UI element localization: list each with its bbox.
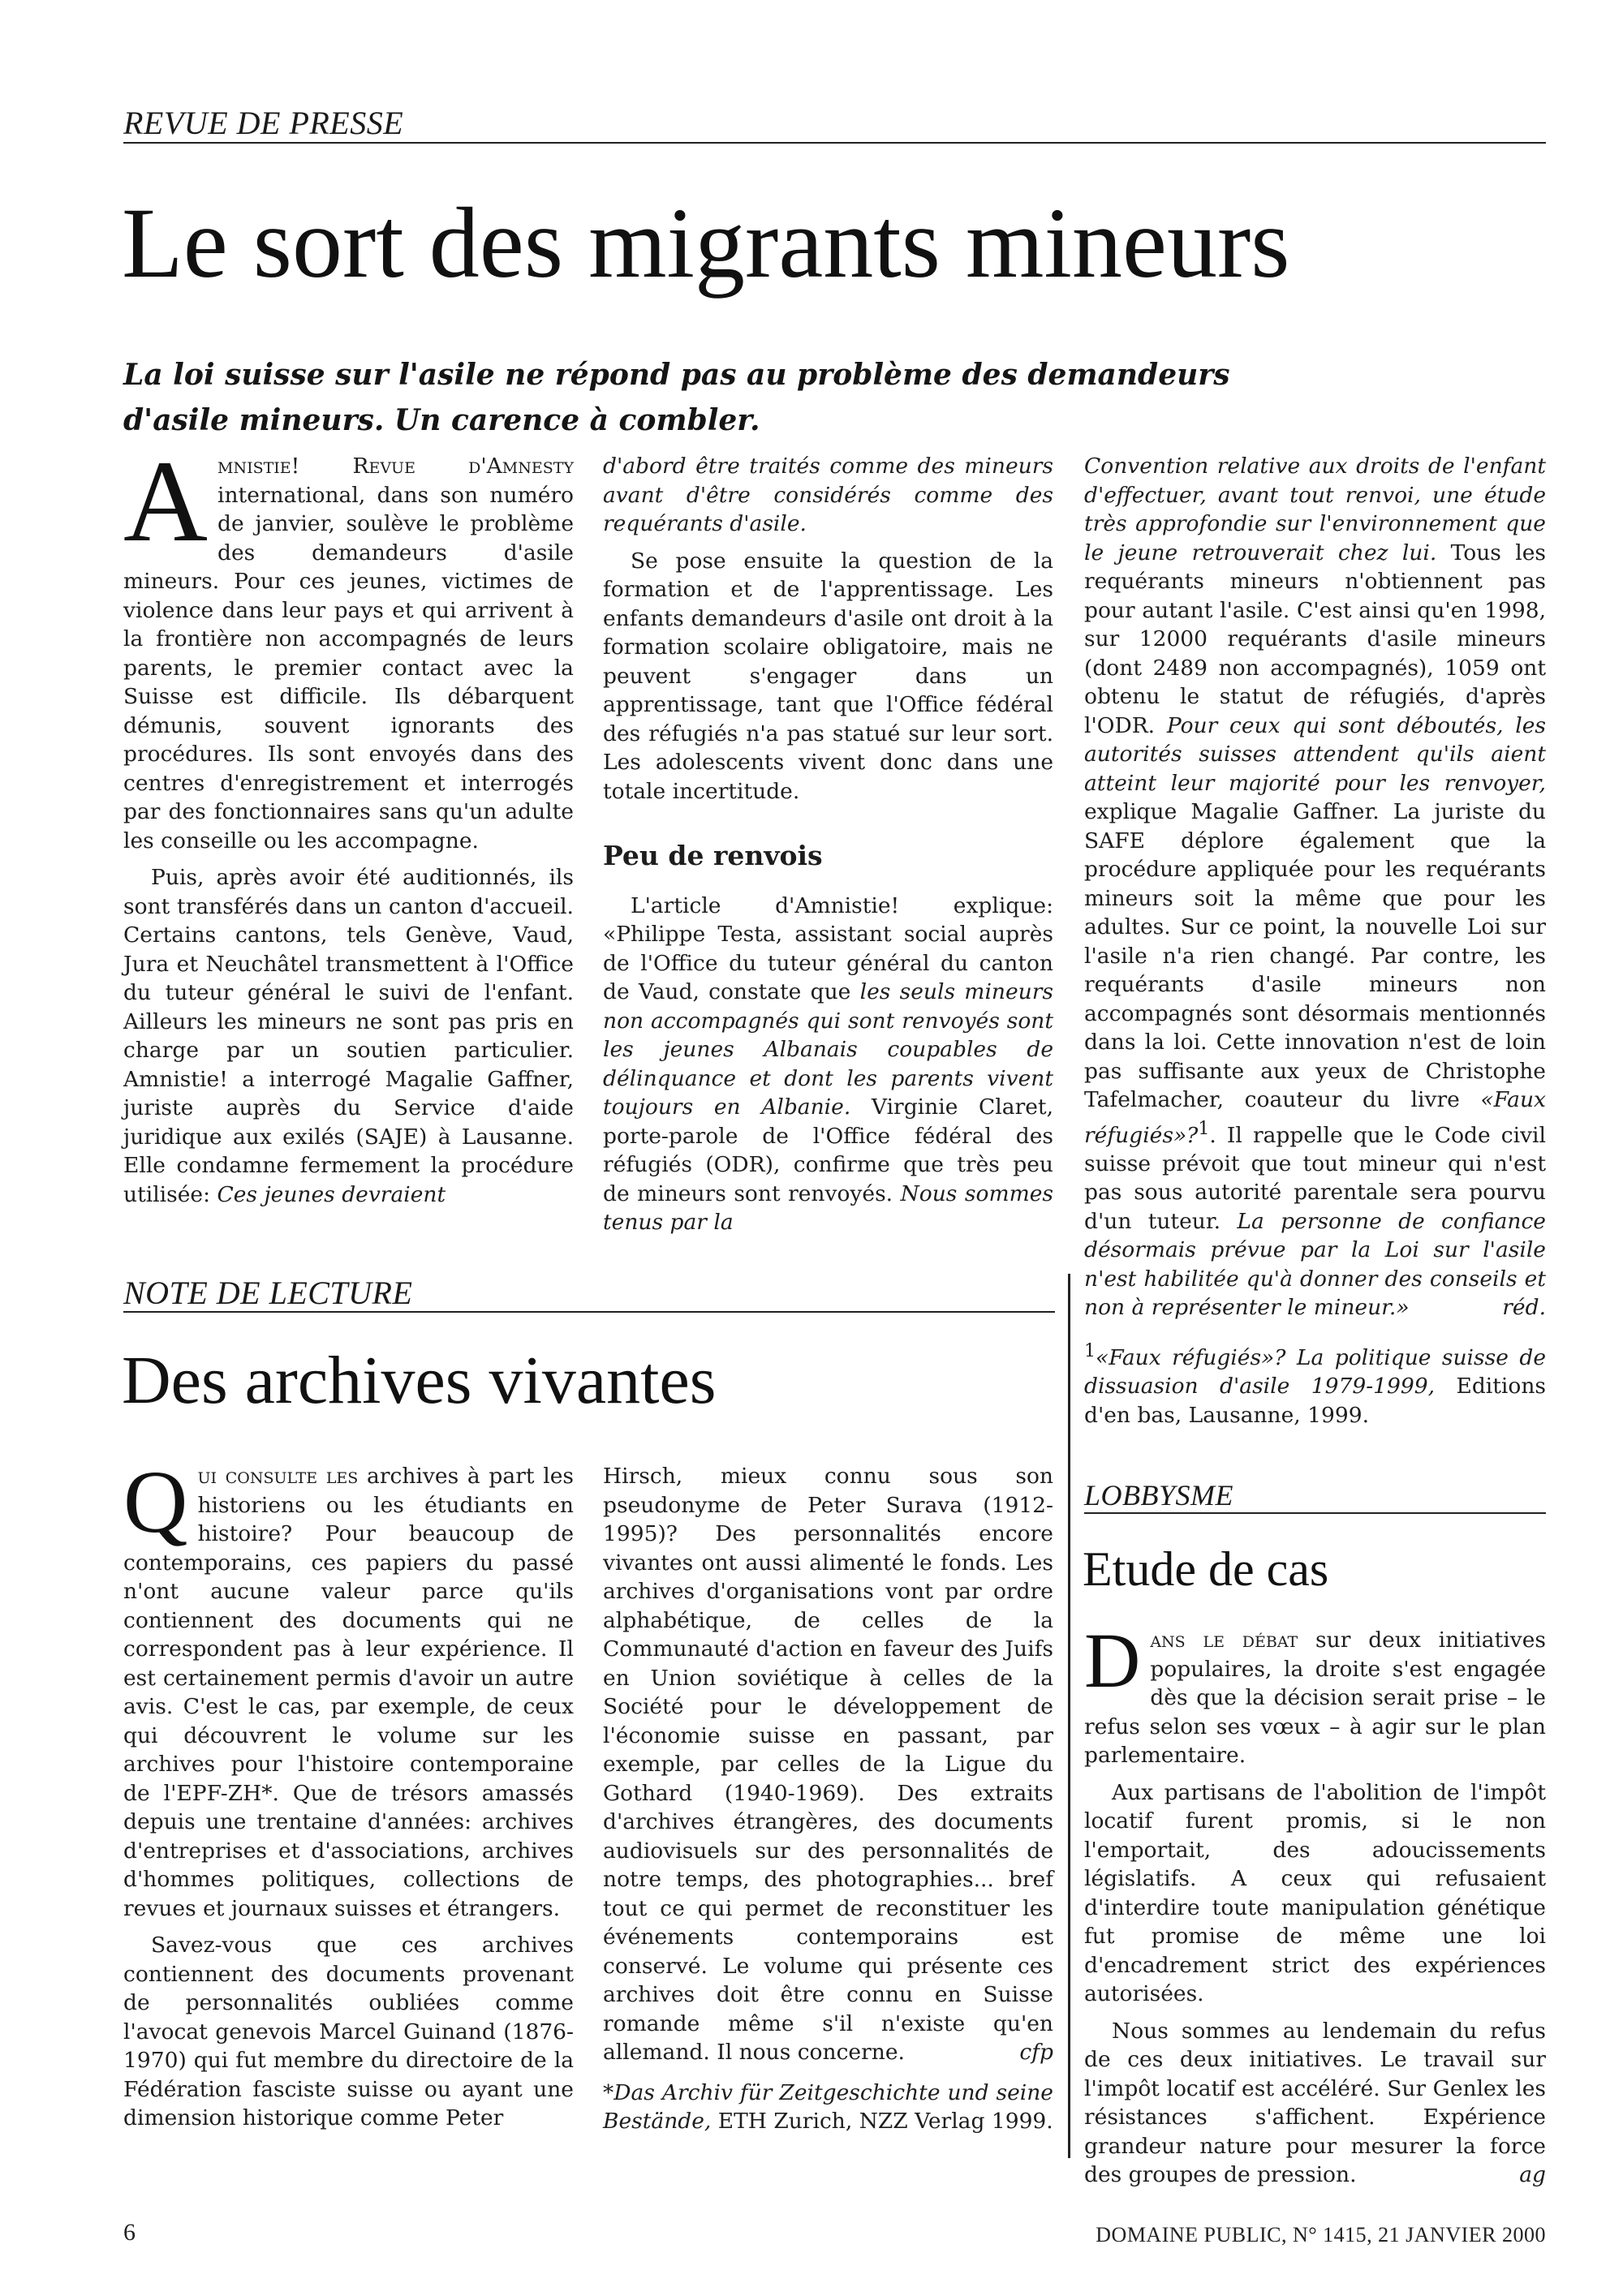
book-title: «Faux réfugiés»? bbox=[1084, 1087, 1546, 1148]
paragraph-text: L'article d'Amnistie! explique: «Philippe Testa, assistant social auprès de l'Office du tuteur général du canton de Vaud, constate que bbox=[603, 892, 1053, 1004]
publication-info: DOMAINE PUBLIC, N° 1415, 21 JANVIER 2000 bbox=[1096, 2223, 1546, 2247]
paragraph-text: explique Magalie Gaffner. La juriste du SAFE déplore également que la procédure appliquée pour les requérants mineurs soit la même que pour les adultes. Sur ce point, la nouvelle Loi sur l'asile n'a rien changé. Par contre, les requérants d'asile mineurs non accompagnés sont désormais mentionnés dans la loi. Cette innovation n'est de loin pas suffisante aux yeux de Christophe Tafelmacher, coauteur du livre bbox=[1084, 799, 1546, 1112]
quote-italic: les seuls mineurs non accompagnés qui sont renvoyés sont les jeunes Albanais coupables de délinquance et dont les parents vivent toujours en Albanie. bbox=[603, 979, 1053, 1120]
article1-column-3 bbox=[1084, 452, 1546, 1438]
page-number: 6 bbox=[123, 2219, 136, 2246]
footnote-ref: 1 bbox=[1198, 1118, 1210, 1139]
section-rule bbox=[123, 142, 1546, 144]
quote-italic: Pour ceux qui sont déboutés, les autorités suisses attendent qu'ils aient atteint leur majorité pour les renvoyer, bbox=[1084, 712, 1546, 796]
paragraph-text: Savez-vous que ces archives contiennent des documents provenant de personnalités oubliées comme l'avocat genevois Marcel Guinand (1876-1970) qui fut membre du directoire de la Fédération fasciste suisse ou ayant une dimension historique comme Peter bbox=[123, 1933, 574, 2130]
paragraph-text: Tous les requérants mineurs n'obtiennent pas pour autant l'asile. C'est ainsi qu'en 1998, sur 12000 requérants d'asile mineurs (dont 2489 non accompagnés), 1059 ont obtenu le statut de réfugiés, d'après l'ODR. bbox=[1084, 540, 1547, 738]
article2-column-2 bbox=[603, 1462, 1053, 2144]
section-label-note-de-lecture: NOTE DE LECTURE bbox=[123, 1275, 413, 1311]
signature: réd. bbox=[1502, 1295, 1546, 1321]
quote-italic: d'abord être traités comme des mineurs avant d'être considérés comme des requérants d'asile. bbox=[603, 454, 1053, 536]
section-label-revue-de-presse: REVUE DE PRESSE bbox=[123, 105, 404, 141]
article-title: Le sort des migrants mineurs bbox=[122, 187, 1290, 299]
footnote-text: ETH Zurich, NZZ Verlag 1999. bbox=[711, 2109, 1053, 2134]
paragraph-text: Virginie Claret, porte-parole de l'Office fédéral des réfugiés (ODR), confirme que très peu de mineurs sont renvoyés. bbox=[603, 1094, 1053, 1206]
quote-italic: Convention relative aux droits de l'enfant d'effectuer, avant tout renvoi, une étude très approfondie sur l'environnement que le jeune retrouverait chez lui. bbox=[1084, 454, 1546, 565]
paragraph-text: Hirsch, mieux connu sous son pseudonyme de Peter Surava (1912-1995)? Des personnalités encore vivantes ont aussi alimenté le fonds. Les archives d'organisations vont par ordre alphabétique, de celles de la Communauté d'action en faveur des Juifs en Union soviétique à celles de la Société pour le développement de l'économie suisse en passant, par exemple, par celles de la Ligue du Gothard (1940-1969). Des extraits d'archives étrangères, des documents audiovisuels sur des personnalités de notre temps, des photographies... bref tout ce qui permet de reconstituer les événements contemporains est conservé. Le volume qui présente ces archives doit être connu en Suisse romande même s'il n'existe qu'en allemand. Il nous concerne. bbox=[603, 1464, 1053, 2065]
footnote-text: Editions d'en bas, Lausanne, 1999. bbox=[1084, 1374, 1546, 1428]
paragraph-text: international, dans son numéro de janvier, soulève le problème des demandeurs d'asile mineurs. Pour ces jeunes, victimes de violence dans leur pays et qui arrivent à la frontière non accompagnés de leurs parents, le premier contact avec la Suisse est difficile. Ils débarquent démunis, souvent ignorants des procédures. Ils sont envoyés dans des centres d'enregistrement et interrogés par des fonctionnaires sans qu'un adulte les conseille ou les accompagne. bbox=[123, 482, 574, 853]
paragraph-text: Se pose ensuite la question de la formation et de l'apprentissage. Les enfants demandeurs d'asile ont droit à la formation scolaire obligatoire, mais ne peuvent s'engager dans un apprentissage, tant que l'Office fédéral des réfugiés n'a pas statué sur leur sort. Les adolescents vivent donc dans une totale incertitude. bbox=[603, 548, 1053, 804]
paragraph-text: archives à part les historiens ou les étudiants en histoire? Pour beaucoup de contemporains, ces papiers du passé n'ont aucune valeur parce qu'ils contiennent des documents qui ne correspondent pas à leur expérience. Il est certainement permis d'avoir un autre avis. C'est le cas, par exemple, de ceux qui découvrent le volume sur les archives pour l'histoire contemporaine de l'EPF-ZH*. Que de trésors amassés depuis une trentaine d'années: archives d'entreprises et d'associations, archives d'hommes politiques, collections de revues et journaux suisses et étrangers. bbox=[123, 1464, 575, 1921]
paragraph-text: Puis, après avoir été auditionnés, ils sont transférés dans un canton d'accueil. Certains cantons, tels Genève, Vaud, Jura et Neuchâtel transmettent à l'Office du tuteur général le suivi de l'enfant. Ailleurs les mineurs ne sont pas pris en charge par un soutien particulier. Amnistie! a interrogé Magalie Gaffner, juriste auprès du Service d'aide juridique aux exilés (SAJE) à Lausanne. Elle condamne fermement la procédure utilisée: bbox=[123, 865, 574, 1207]
footnote-italic: «Faux réfugiés»? La politique suisse de dissuasion d'asile 1979-1999, bbox=[1084, 1344, 1546, 1400]
subheading: Peu de renvois bbox=[603, 840, 823, 871]
lead-smallcaps: mnistie! Revue d'Amnesty bbox=[217, 454, 574, 479]
dropcap: A bbox=[123, 437, 208, 566]
column-divider bbox=[1068, 1274, 1070, 2158]
paragraph-text: sur deux initiatives populaires, la droite s'est engagée dès que la décision serait prise – le refus selon ses vœux – à agir sur le plan parlementaire. bbox=[1084, 1627, 1546, 1768]
article-title: Etude de cas bbox=[1083, 1542, 1329, 1596]
article2-column-1 bbox=[123, 1452, 575, 2141]
section-rule bbox=[1084, 1512, 1546, 1514]
article-title: Des archives vivantes bbox=[122, 1343, 717, 1418]
quote-italic: La personne de confiance désormais prévue par la Loi sur l'asile n'est habilitée qu'à donner des conseils et non à représenter le mineur.» bbox=[1084, 1208, 1546, 1321]
article1-column-2 bbox=[603, 452, 1053, 1245]
section-label-lobbysme: LOBBYSME bbox=[1084, 1479, 1233, 1511]
paragraph-text: . Il rappelle que le Code civil suisse prévoit que tout mineur qui n'est pas sous autorité parentale sera pourvu d'un tuteur. bbox=[1084, 1122, 1546, 1234]
footnote-number: 1 bbox=[1084, 1340, 1096, 1361]
section-rule bbox=[123, 1311, 1055, 1313]
footnote-italic: *Das Archiv für Zeitgeschichte und seine Bestände, bbox=[603, 2079, 1053, 2134]
paragraph-text: Aux partisans de l'abolition de l'impôt locatif furent promis, si le non l'emportait, des adoucissements législatifs. A ceux qui refusaient d'interdire toute manipulation génétique fut promise de même une loi d'encadrement strict des expériences autorisées. bbox=[1084, 1779, 1546, 2006]
article3-column bbox=[1084, 1617, 1546, 2198]
lead-smallcaps: ans le débat bbox=[1150, 1627, 1298, 1653]
signature: ag bbox=[1519, 2162, 1546, 2187]
paragraph-text: Nous sommes au lendemain du refus de ces deux initiatives. Le travail sur l'impôt locatif est accéléré. Sur Genlex les résistances s'affichent. Expérience grandeur nature pour mesurer la force des groupes de pression. bbox=[1084, 2018, 1546, 2187]
quote-italic: Nous sommes tenus par la bbox=[603, 1180, 1053, 1235]
signature: cfp bbox=[1019, 2040, 1053, 2065]
dropcap: D bbox=[1084, 1617, 1141, 1704]
quote-italic: Ces jeunes devraient bbox=[217, 1181, 446, 1207]
article1-column-1 bbox=[123, 437, 574, 1217]
dropcap: Q bbox=[123, 1452, 188, 1551]
article-lead: La loi suisse sur l'asile ne répond pas au problème des demandeurs d'asile mineurs. Un carence à combler. bbox=[123, 358, 1230, 437]
lead-smallcaps: ui consulte les bbox=[197, 1464, 359, 1489]
